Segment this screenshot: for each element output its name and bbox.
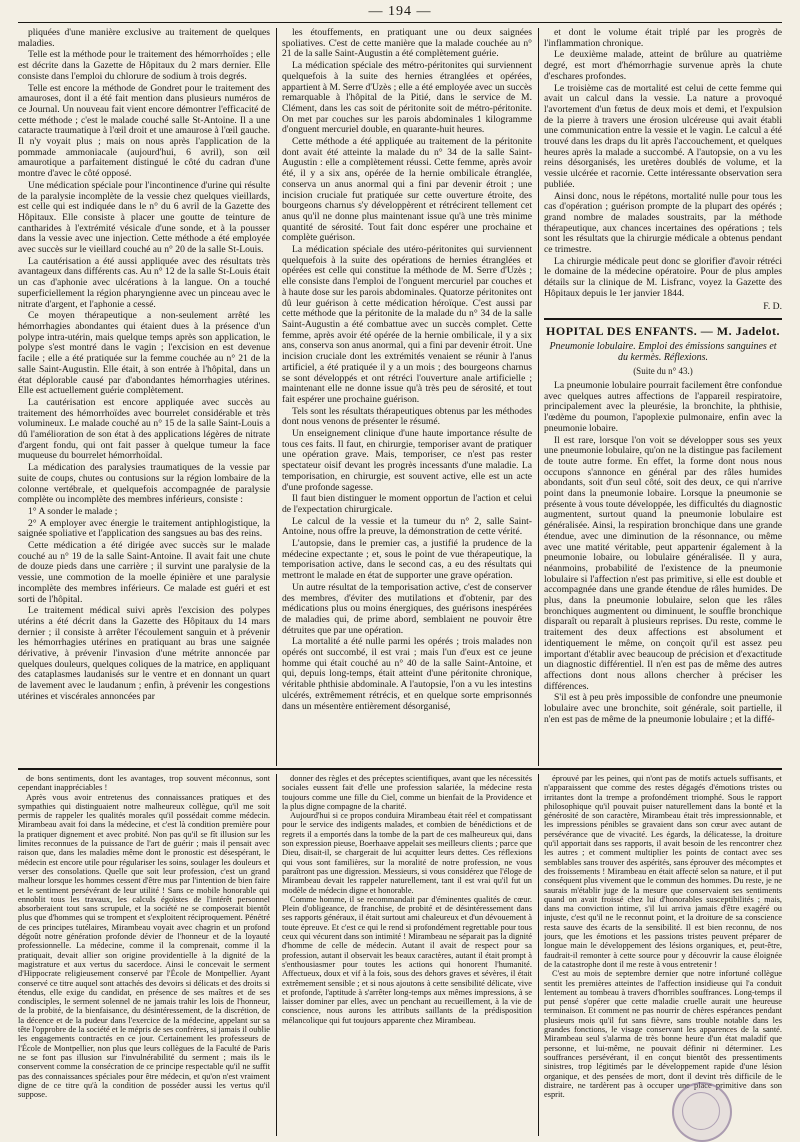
paragraph: Aujourd'hui si ce propos conduira Mirambeau était réel et compatissant pour le service des indigents malades, et combien de bénédictions et de regrets il a emportés dans la tombe de la part de ces malheureux qui, dans son expression pieuse, Boerhaave appelait ses meilleurs clients ; parce que Dieu, disait-il, se chargerait de lui acquitter leurs dettes. Ces réflexions qui vous sont familières, sur la moralité de notre profession, ne vous paraîtront pas une digression. Messieurs, si vous considérez que l'éloge de Mirambeau devait les rappeler naturellement, tant il est vrai qu'il fut un modèle de médecin digne et honorable. [282, 811, 532, 895]
paragraph: Cette méthode a été appliquée au traitement de la péritonite dont avait été atteinte la malade du n° 34 de la salle Saint-Augustin : elle a complètement réussi. Cette femme, après avoir été, il y a six ans, opérée de la hernie ombilicale étranglée, conserva un anus anormal qui a fini par devenir étroit ; une incision cruciale fut pratiquée sur cette ouverture étroite, des bourgeons charnus s'y développèrent et rétrécirent tellement cet anus qu'il ne donne plus maintenant issue qu'à une très minime quantité de sérosité. Tout fait donc espérer une prochaine et complète guérison. [282, 136, 532, 244]
paragraph: donner des règles et des préceptes scientifiques, avant que les nécessités sociales eussent fait d'elle une profession salariée, la médecine resta toujours comme une fille du Ciel, comme un bienfait de la Providence et la plus digne compagne de la charité. [282, 774, 532, 811]
paragraph: L'autopsie, dans le premier cas, a justifié la prudence de la médecine expectante ; et, sous le point de vue thérapeutique, la temporisation active, dans le second cas, a eu des résultats qui mettront le malade en état de supporter une grave opération. [282, 538, 532, 582]
paragraph: Le calcul de la vessie et la tumeur du n° 2, salle Saint-Antoine, nous offre la preuve, la démonstration de cette vérité. [282, 515, 532, 538]
paragraph: Ainsi donc, nous le répétons, mortalité nulle pour tous les cas d'opération ; guérison prompte de la plupart des opérés ; grand nombre de malades soustraits, par la méthode thérapeutique, aux chances incertaines des opérations ; tels sont les résultats que la chirurgie médicale a obtenus pendant ce trimestre. [544, 190, 782, 256]
article-column-3 [544, 28, 782, 766]
paragraph: Tels sont les résultats thérapeutiques obtenus par les méthodes dont nous venons de présenter le résumé. [282, 405, 532, 428]
column-divider [276, 774, 277, 1136]
column-divider [538, 774, 539, 1136]
paragraph: et dont le volume était triplé par les progrès de l'inflammation chronique. [544, 28, 782, 49]
author-signature: F. D. [763, 300, 782, 312]
paragraph: C'est au mois de septembre dernier que notre infortuné collègue sentit les premières atteintes de l'affection insidieuse qui l'a conduit lentement au tombeau à travers d'horribles souffrances. Long-temps il put pensé s'opérer que cette maladie cruelle aurait une heureuse terminaison. Et comment ne pas nourrir de chères espérances pendant plusieurs mois qu'il fut sans fièvre, sans trouble notable dans les grandes fonctions, le visage conservant les apparences de la santé. Mirambeau seul s'alarma de très bonne heure d'un état maladif que personne, et lui-même, ne pouvait définir ni déterminer. Les souffrances persévérant, il en conçut bientôt des pressentiments sinistres, trop légitimés par le développement rapide d'une lésion organique, et des pensées de mort, dont il devint très difficile de le distraire, ne tardèrent pas à occuper une place primitive dans son esprit. [544, 969, 782, 1100]
column-divider [538, 28, 539, 766]
feuilleton-column-3 [544, 774, 782, 1136]
column-divider [276, 28, 277, 766]
section-divider [544, 318, 782, 320]
paragraph: éprouvé par les peines, qui n'ont pas de motifs actuels suffisants, et n'apparaissent que comme des restes dégagés d'émotions tristes ou irritantes dont la trempe a profondément triomphé. Sous le rapport philosophique qu'il pouvait puiser naturellement dans la bonté et la générosité de son caractère, Mirambeau était très impressionnable, et les impressions pénibles se gravaient dans son cœur avec autant de persévérance que de vivacité. Les égards, la délicatesse, la droiture qu'il apportait dans ses rapports, il avait besoin de les rencontrer chez les autres ; et comment multiplier les points de contact avec ses semblables sans trouver des aspérités, sans éprouver des mécomptes et des froissements ! Mirambeau en était affecté selon sa nature, et il put conséquent plus vivement que le commun des hommes. Du reste, je ne saurais m'établir juge de la mesure que conservaient ses sentiments quand on avait froissé chez lui d'honorables susceptibilités ; mais, dans ma conviction intime, s'il lui arriva jamais d'être exagéré ou injuste, c'est qu'il ne le reconnut point, et la droiture de sa conscience resta sauve des écarts de la sensibilité. Il est bien reconnu, de nos jours, que les émotions et les passions tristes peuvent préparer de longue main le développement des lésions organiques, et, peut-être, faudrait-il remonter à cette source pour y découvrir la cause éloignée de la catastrophe dont il me reste à vous entretenir ! [544, 774, 782, 969]
paragraph: La médication spéciale des métro-péritonites qui surviennent quelquefois à la suite des hernies étranglées et opérées, appartient à M. Serre d'Uzès ; elle a été employée avec un succès remarquable à l'hôpital de la Pitié, dans le service de M. Clément, dans les cas soit de péritonite soit de métro-péritonite. On met par couches sur les parois abdominales 1 kilogramme d'onguent mercuriel double, en quarante-huit heures. [282, 60, 532, 136]
paragraph: Un enseignement clinique d'une haute importance résulte de tous ces faits. Il faut, en chirurgie, temporiser avant de pratiquer une opération grave. Mais, temporiser, ce n'est pas rester spectateur oisif devant les progrès incessants d'une maladie. La temporisation, en chirurgie, est souvent active, elle est un acte d'une profonde sagesse. [282, 428, 532, 493]
paragraph: La médication spéciale des utéro-péritonites qui surviennent quelquefois à la suite des opérations de hernies étranglées et opérées est celle qui constitue la méthode de M. Serre d'Uzès ; elle consiste dans l'emploi de l'onguent mercuriel par couches et à haute dose sur les parois abdominales. Quatorze péritonites ont dû leur guérison à cette médication héroïque. C'est aussi par cette méthode que la péritonite de la malade du n° 34 de la salle Saint-Augustin a été combattue avec un succès complet. Cette femme, après avoir été opérée de la hernie ombilicale, il y a six ans, conserva son anus anormal, qui a fini par devenir étroit. Une incision cruciale dont les extrémités venaient se réunir à l'anus artificiel, a été pratiquée il y a un mois ; des bourgeons charnus se sont développés et ont rétréci l'ouverture anale artificielle ; maintenant elle ne donne issue qu'à très peu de sérosité, et tout fait espérer une prochaine guérison. [282, 244, 532, 405]
paragraph: Une médication spéciale pour l'incontinence d'urine qui résulte de la paralysie incomplète de la vessie chez quelques vieillards, est celle qui est indiquée dans le n° du 6 avril de la Gazette des Hôpitaux. Elle consiste à placer une goutte de teinture de cantharides à l'extrémité vésicale d'une sonde, et à la pousser dans la vessie avec une injection. Cette méthode a été employée avec succès sur le vieillard couché au n° 20 de la salle St-Louis. [18, 179, 270, 256]
main-article-area [18, 28, 782, 766]
paragraph: Cette médication a été dirigée avec succès sur le malade couché au n° 19 de la salle Saint-Antoine. Il avait fait une chute de douze pieds dans une carrière ; il survint une paralysie de la vessie, une commotion de la moelle épinière et une paralysie incomplète des membres inférieurs. Ce malade est guéri et est sorti de l'hôpital. [18, 540, 270, 605]
paragraph: Après vous avoir entretenus des connaissances pratiques et des sympathies qui distinguaient notre malheureux collègue, qu'il me soit permis de rappeler les qualités morales qu'il possédait comme médecin. Mirambeau avait foi dans la médecine, et c'est là condition première pour la pratiquer dignement et avec probité. Non pas qu'il se fît illusion sur les limites reconnues de la puissance de l'art de guérir ; mais il pensait avec raison que, dans les maladies même dont le pronostic est désespérant, le médecin est encore utile pour régulariser les soins, soulager les douleurs et verser des consolations. Quelle que soit leur profession, c'est un grand malheur lorsque les hommes cessent d'être mus par l'intention de bien faire et le sentiment persévérant de leur utilité ! Sans ce mobile honorable qui ennoblit tous les travaux, les calculs égoïstes de l'intérêt personnel absorberaient tout sans scrupule, et la société ne se composerait bientôt plus que d'hommes qui se trompent et s'exploitent réciproquement. Pénétré de ces principes tutélaires, Mirambeau voyait avec chagrin et un profond dégoût notre génération profonde dévier de l'honneur et de la loyauté professionnelle. La médecine, comme il la comprenait, comme il la pratiquait, devait allier son origine providentielle à la dignité de la magistrature et aux vertus du sacerdoce. Ainsi le concevait le serment d'Hippocrate religieusement conservé par l'École de Montpellier. Ayant conservé ce titre auquel sont attachés des devoirs si délicats et des droits si étendus, elle exige du candidat, en présence de ses maîtres et de ses condisciples, le serment solennel de ne jamais trahir les lois de l'honneur, de la probité, de la bienfaisance, du désintéressement, de la discrétion, de la décence et de la pudeur dans l'exercice de la médecine, appelant sur sa tête l'opprobre de la société et le mépris de ses confrères, si jamais il oublie les engagements contractés en ce jour. Certainement les professeurs de l'École de Montpellier, non plus que leurs collègues de la Faculté de Paris ne se font pas illusion sur l'invulnérabilité du serment ; mais ils le conservent comme la consécration de ce principe respectable qu'il ne suffit pas des connaissances spéciales pour être médecin, et qu'on n'est vraiment digne de ce titre qu'à la condition de posséder aussi les vertus qu'il suppose. [18, 792, 270, 1100]
paragraph: Le traitement médical suivi après l'excision des polypes utérins a été décrit dans la Gazette des Hôpitaux du 14 mars dernier ; il consiste à arrêter l'écoulement sanguin et à prévenir les hémorrhagies utérines en pratiquant au bras une saignée dérivative, à prévenir l'invasion d'une métrite annoncée par quelques douleurs, quelques coliques de la matrice, en appliquant des cataplasmes laudanisés sur le ventre et en donnant un quart de lavement avec le laudanum ; enfin, à prévenir les congestions utérines et viscérales annoncées par [18, 605, 270, 702]
paragraph: Un autre résultat de la temporisation active, c'est de conserver des membres, d'éviter des mutilations et d'obtenir, par des médications plus ou moins énergiques, des guérisons inespérées de maladies qui, de prime abord, semblaient ne pouvoir être détruites que par une opération. [282, 581, 532, 636]
article-column-2 [282, 28, 532, 766]
paragraph: La médication des paralysies traumatiques de la vessie par suite de coups, chutes ou contusions sur la région lombaire de la colonne vertébrale, et quelquefois accompagnée de paralysie complète ou incomplète des membres inférieurs, consiste : [18, 462, 270, 506]
feuilleton-column-2 [282, 774, 532, 1136]
section-subtitle: Pneumonie lobulaire. Emploi des émissions sanguines et du kermès. Réflexions. [549, 341, 777, 364]
paragraph: Ce moyen thérapeutique a non-seulement arrêté les hémorrhagies abondantes qui étaient dues à la présence d'un polype intra-utérin, mais quelque temps après son application, le polype s'est montré dans le vagin ; l'excision en est devenue facile ; elle a été pratiquée sur la femme couchée au n° 21 de la salle Saint-Augustin. Elle était, à son entrée à l'hôpital, dans un état déplorable causé par d'abondantes hémorrhagies utérines. Elle est actuellement guérie complètement. [18, 310, 270, 397]
paragraph: Il faut bien distinguer le moment opportun de l'action et celui de l'expectation chirurgicale. [282, 493, 532, 515]
paragraph: S'il est à peu près impossible de confondre une pneumonie lobulaire avec une bronchite, soit générale, soit partielle, il n'en est pas de même de la pneumonie lobulaire ; et la diffé- [544, 692, 782, 725]
paragraph: La mortalité a été nulle parmi les opérés ; trois malades non opérés ont succombé, il est vrai ; mais l'un d'eux est ce jeune homme qui était couché au n° 40 de la salle Saint-Antoine, et qui, depuis long-temps, était atteint d'une péritonite chronique, véritable phthisie abdominale. A l'autopsie, l'on a vu les intestins ulcérés, extrêmement rétrécis, et en quelque sorte emprisonnés dans un mésentère entièrement désorganisé, [282, 636, 532, 712]
paragraph: Telle est encore la méthode de Gondret pour le traitement des amauroses, dont il a été fait mention dans plusieurs numéros de ce Journal. Un nouveau fait vient encore démontrer l'efficacité de cette méthode ; c'est le malade couché salle St-Antoine. Il a une cataracte traumatique à l'œil droit et une amaurose à l'œil gauche. Il n'y voyait plus ; mais on nous après l'application de la pommade ammoniacale (aujourd'hui, 6 avril), son œil amaurotique a parfaitement distingué le côté du cadran d'une montre d'avec le côté opposé. [18, 82, 270, 180]
paragraph: La cautérisation a été aussi appliquée avec des résultats très avantageux dans différents cas. Au n° 12 de la salle St-Louis était un cas d'aphonie avec ulcérations à la langue. On a touché superficiellement la région pharyngienne avec un pinceau avec le nitrate d'argent, et l'aphonie a cessé. [18, 255, 270, 310]
article-column-1 [18, 28, 270, 766]
paragraph: Le deuxième malade, atteint de brûlure au quatrième degré, est mort d'hémorrhagie survenue après la chute d'eschares profondes. [544, 49, 782, 82]
paragraph: pliquées d'une manière exclusive au traitement de quelques maladies. [18, 28, 270, 49]
paragraph: La pneumonie lobulaire pourrait facilement être confondue avec quelques autres affections de l'appareil respiratoire, principalement avec la pleurésie, la bronchite, la phthisie, l'œdème du poumon, l'apoplexie pulmonaire, enfin avec la pneumonie lobaire. [544, 379, 782, 434]
paragraph: Il est rare, lorsque l'on voit se développer sous ses yeux une pneumonie lobulaire, qu'on ne la distingue pas facilement de toute autre forme. En effet, la forme dont nous nous occupons s'annonce en général par des râles humides abondants, soit d'un seul côté, soit des deux, ce qui n'arrive point dans la pneumonie lobaire. Lorsque la pneumonie se présente à vous toute développée, les difficultés du diagnostic augmentent, surtout quand la pneumonie lobulaire est généralisée. Ainsi, la respiration bronchique dans une grande étendue, avec une diminution de la résonnance, ou même avec une matité véritable, peut appartenir également à la pneumonie lobaire, ou lobulaire généralisée. Il y aura, néanmoins, probabilité de l'existence de la pneumonie lobulaire si l'affection n'est pas primitive, si elle est double et accompagnée dans une grande étendue de râles humides. De plus, dans la pneumonie lobulaire, selon que les râles bronchiques augmentent ou diminuent, le souffle bronchique disparaît ou reparaît à plusieurs reprises. Du reste, comme le traitement des deux affections est absolument et identiquement le même, on conçoit qu'il est assez peu important d'établir avec beaucoup de précision et d'exactitude un diagnostic différentiel. Il n'en est pas de même des autres affections dont nous allons chercher à préciser les différences. [544, 434, 782, 692]
paragraph: Telle est la méthode pour le traitement des hémorrhoïdes ; elle est décrite dans la Gazette de Hôpitaux du 2 mars dernier. Elle consiste dans l'emploi du chlorure de sodium à trois degrés. [18, 49, 270, 82]
paragraph: Le troisième cas de mortalité est celui de cette femme qui avait un calcul dans la vessie. La nature a provoqué l'avortement d'un fœtus de deux mois et demi, et l'expulsion de la pierre à travers une érosion ulcéreuse qui avait établi une communication entre la vessie et le vagin. Le calcul a été trouvé dans les draps du lit après l'accouchement, et quelques heures après la malade a succombé. A l'autopsie, on a vu les reins désorganisés, les uretères doublés de volume, et la vessie ulcérée et racornie. Cette intéressante observation sera publiée. [544, 82, 782, 190]
header-rule [18, 22, 782, 23]
feuilleton-column-1 [18, 774, 270, 1136]
paragraph: La chirurgie médicale peut donc se glorifier d'avoir rétréci le domaine de la médecine opératoire. Pour de plus amples détails sur la clinique de M. Lisfranc, voyez la Gazette des Hôpitaux depuis le 1er janvier 1844. [544, 255, 782, 299]
paragraph: de bons sentiments, dont les avantages, trop souvent méconnus, sont cependant inappréciables ! [18, 774, 270, 793]
library-stamp-icon [672, 1082, 732, 1142]
paragraph: 2° A employer avec énergie le traitement antiphlogistique, la saignée spoliative et l'application des sangsues au bas des reins. [18, 517, 270, 540]
paragraph: 1° A sonder le malade ; [28, 505, 118, 517]
page-number: — 194 — [368, 4, 432, 19]
feuilleton-divider [18, 768, 782, 770]
section-title: HOPITAL DES ENFANTS. — M. Jadelot. [546, 324, 780, 339]
paragraph: les étouffements, en pratiquant une ou deux saignées spoliatives. C'est de cette manière que la malade couchée au n° 21 de la salle Saint-Augustin a été complètement guérie. [282, 28, 532, 60]
stamp-ring [682, 1092, 720, 1130]
feuilleton-area [18, 774, 782, 1136]
paragraph: La cautérisation est encore appliquée avec succès au traitement des hémorrhoïdes avec bourrelet considérable et très volumineux. Le malade couché au n° 15 de la salle Saint-Louis a dû l'amélioration de son état à des applications légères de nitrate d'argent fondu, qui ont fait passer à quelque tumeur la face muqueuse du bourrelet hémorrhoïdal. [18, 396, 270, 462]
continuation-note: (Suite du n° 43.) [633, 366, 693, 377]
paragraph: Comme homme, il se recommandait par d'éminentes qualités de cœur. Plein d'obligeance, de franchise, de probité et de désintéressement dans ses rapports généraux, il était surtout ami chaleureux et d'un dévouement à toute épreuve. Et c'est ce qui le rend si profondément regrettable pour tous ceux qui vécurent dans son intimité ! Mirambeau ne séparait pas la dignité d'homme de celle de médecin. Autant il avait de respect pour sa profession, autant il observait les beaux caractères, autant il était prompt à s'enthousiasmer pour toutes les actions qui honorent l'humanité. Affectueux, doux et vif à la fois, sous des dehors graves et sévères, il était extrêmement sensible ; et si nous ajoutons à cette sensibilité délicate, vive et profonde, l'aptitude à s'arrêter long-temps aux mêmes impressions, à se laisser dominer par elles, avec un penchant au recueillement, à la vie de conscience, nous aurons les attributs saillants de la prédisposition mélancolique qui fut toujours apparente chez Mirambeau. [282, 894, 532, 1025]
